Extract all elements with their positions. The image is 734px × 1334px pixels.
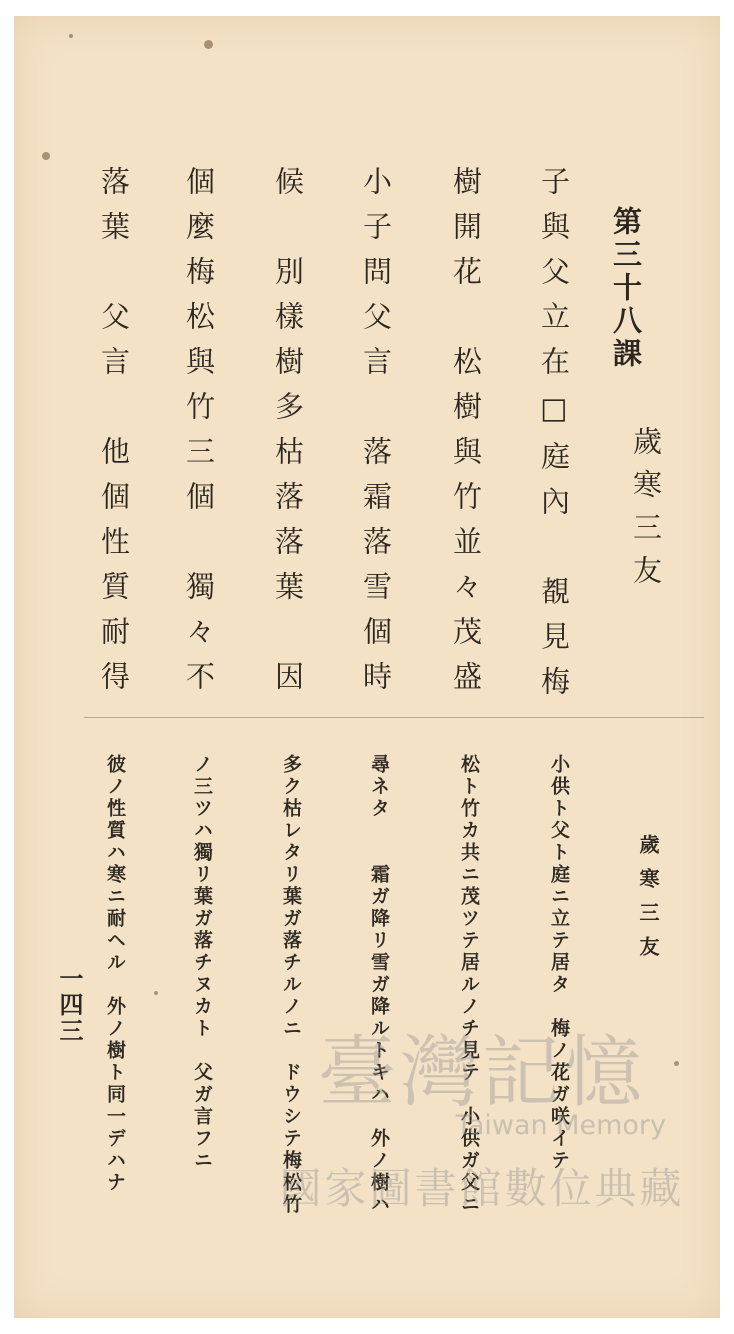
watermark-english: Taiwan Memory: [455, 1110, 666, 1141]
ink-speck: [69, 34, 73, 38]
japanese-column-5: ノ三ツハ獨リ葉ガ落チヌカト 父ガ言フニ: [191, 754, 213, 1172]
japanese-column-3: 尋ネタ 霜ガ降リ雪ガ降ルトキハ 外ノ樹ハ: [368, 754, 390, 1216]
watermark-organization: 國家圖書館數位典藏: [279, 1164, 685, 1213]
japanese-column-4: 多ク枯レタリ葉ガ落チルノニ ドウシテ梅松竹: [280, 754, 302, 1216]
chinese-column-5: 個麼梅松與竹三個 獨々不: [182, 166, 216, 706]
ink-speck: [42, 152, 50, 160]
japanese-column-1: 小供ト父ト庭ニ立テ居タ 梅ノ花ガ咲イテ: [548, 754, 570, 1172]
section-divider: [84, 717, 704, 718]
japanese-column-6: 彼ノ性質ハ寒ニ耐ヘル 外ノ樹ト同一デハナ: [104, 754, 126, 1194]
chinese-column-6: 落葉 父言 他個性質耐得: [97, 166, 131, 706]
lesson-title: 第三十八課: [609, 206, 643, 371]
chinese-column-3: 小子問父言 落霜落雪個時: [359, 166, 393, 706]
ink-speck: [204, 40, 213, 49]
japanese-column-2: 松ト竹カ共ニ茂ツテ居ルノチ見テ 小供ガ父ニ: [458, 754, 480, 1216]
chinese-column-4: 候 別樣樹多枯落落葉 因: [271, 166, 305, 706]
page-number: 一四三: [55, 966, 84, 1044]
watermark-logo: 臺灣記憶: [317, 1028, 646, 1118]
lesson-subtitle: 歲寒三友: [629, 426, 663, 598]
japanese-title: 歲寒三友: [636, 834, 660, 970]
chinese-column-2: 樹開花 松樹與竹並々茂盛: [449, 166, 483, 706]
ink-speck: [154, 991, 158, 995]
book-page: [14, 16, 720, 1318]
ink-speck: [674, 1061, 679, 1066]
chinese-column-1: 子與父立在□庭內 覩見梅: [537, 166, 571, 711]
